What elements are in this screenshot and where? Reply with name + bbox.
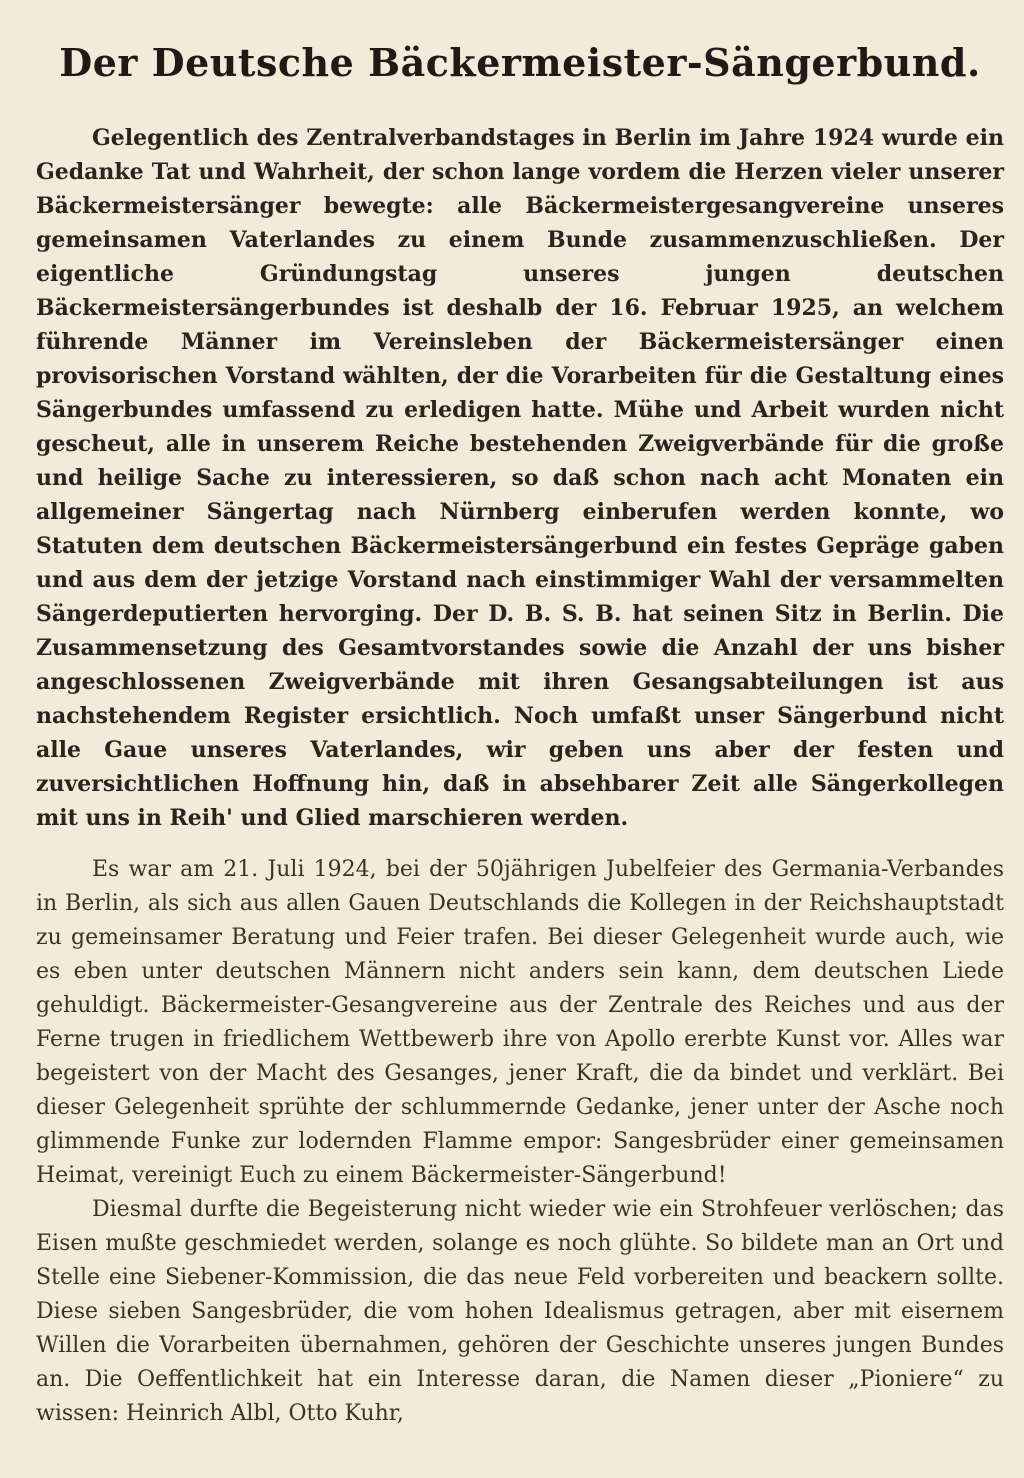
paragraph-commission: Diesmal durfte die Begeisterung nicht wieder wie ein Strohfeuer verlöschen; das Eisen mußte geschmiedet werden, solange es noch glühte. So bildete man an Ort und Stelle eine Siebener-Kommission, die das neue Feld vorbereiten und beackern sollte. Diese sieben Sangesbrüder, die vom hohen Idealismus getragen, aber mit eisernem Willen die Vorarbeiten übernahmen, gehören der Geschichte unseres jungen Bundes an. Die Oeffentlichkeit hat ein Interesse daran, die Namen dieser „Pioniere“ zu wissen: Heinrich Albl, Otto Kuhr,: [36, 1197, 1004, 1426]
document-title: Der Deutsche Bäckermeister-Sängerbund.: [59, 40, 981, 85]
paragraph-jubilee: Es war am 21. Juli 1924, bei der 50jährigen Jubelfeier des Germania-Verbandes in Berlin, als sich aus allen Gauen Deutschlands die Kollegen in der Reichshauptstadt zu gemeinsamer Beratung und Feier trafen. Bei dieser Gelegenheit wurde auch, wie es eben unter deutschen Männern nicht anders sein kann, dem deutschen Liede gehuldigt. Bäckermeister-Gesangvereine aus der Zentrale des Reiches und aus der Ferne trugen in friedlichem Wettbewerb ihre von Apollo ererbte Kunst vor. Alles war begeistert von der Macht des Gesanges, jener Kraft, die da bindet und verklärt. Bei dieser Gelegenheit sprühte der schlummernde Gedanke, jener unter der Asche noch glimmende Funke zur lodernden Flamme empor: Sangesbrüder einer gemeinsamen Heimat, vereinigt Euch zu einem Bäckermeister-Sängerbund!: [36, 857, 1004, 1188]
paragraph-founding: Gelegentlich des Zentralverbandstages in Berlin im Jahre 1924 wurde ein Gedanke Tat und Wahrheit, der schon lange vordem die Herzen vieler unserer Bäckermeistersänger bewegte: alle Bäckermeistergesangvereine unseres gemeinsamen Vaterlandes zu einem Bunde zusammenzuschließen. Der eigentliche Gründungstag unseres jungen deutschen Bäckermeistersängerbundes ist deshalb der 16. Februar 1925, an welchem führende Männer im Vereinsleben der Bäckermeistersänger einen provisorischen Vorstand wählten, der die Vorarbeiten für die Gestaltung eines Sängerbundes umfassend zu erledigen hatte. Mühe und Arbeit wurden nicht gescheut, alle in unserem Reiche bestehenden Zweigverbände für die große und heilige Sache zu interessieren, so daß schon nach acht Monaten ein allgemeiner Sängertag nach Nürnberg einberufen werden konnte, wo Statuten dem deutschen Bäckermeistersängerbund ein festes Gepräge gaben und aus dem der jetzige Vorstand nach einstimmiger Wahl der versammelten Sängerdeputierten hervorging. Der D. B. S. B. hat seinen Sitz in Berlin. Die Zusammensetzung des Gesamtvorstandes sowie die Anzahl der uns bisher angeschlossenen Zweigverbände mit ihren Gesangsabteilungen ist aus nachstehendem Register ersichtlich. Noch umfaßt unser Sängerbund nicht alle Gaue unseres Vaterlandes, wir geben uns aber der festen und zuversichtlichen Hoffnung hin, daß in absehbarer Zeit alle Sängerkollegen mit uns in Reih' und Glied marschieren werden.: [36, 125, 1004, 831]
document-page: [36, 40, 1004, 1431]
